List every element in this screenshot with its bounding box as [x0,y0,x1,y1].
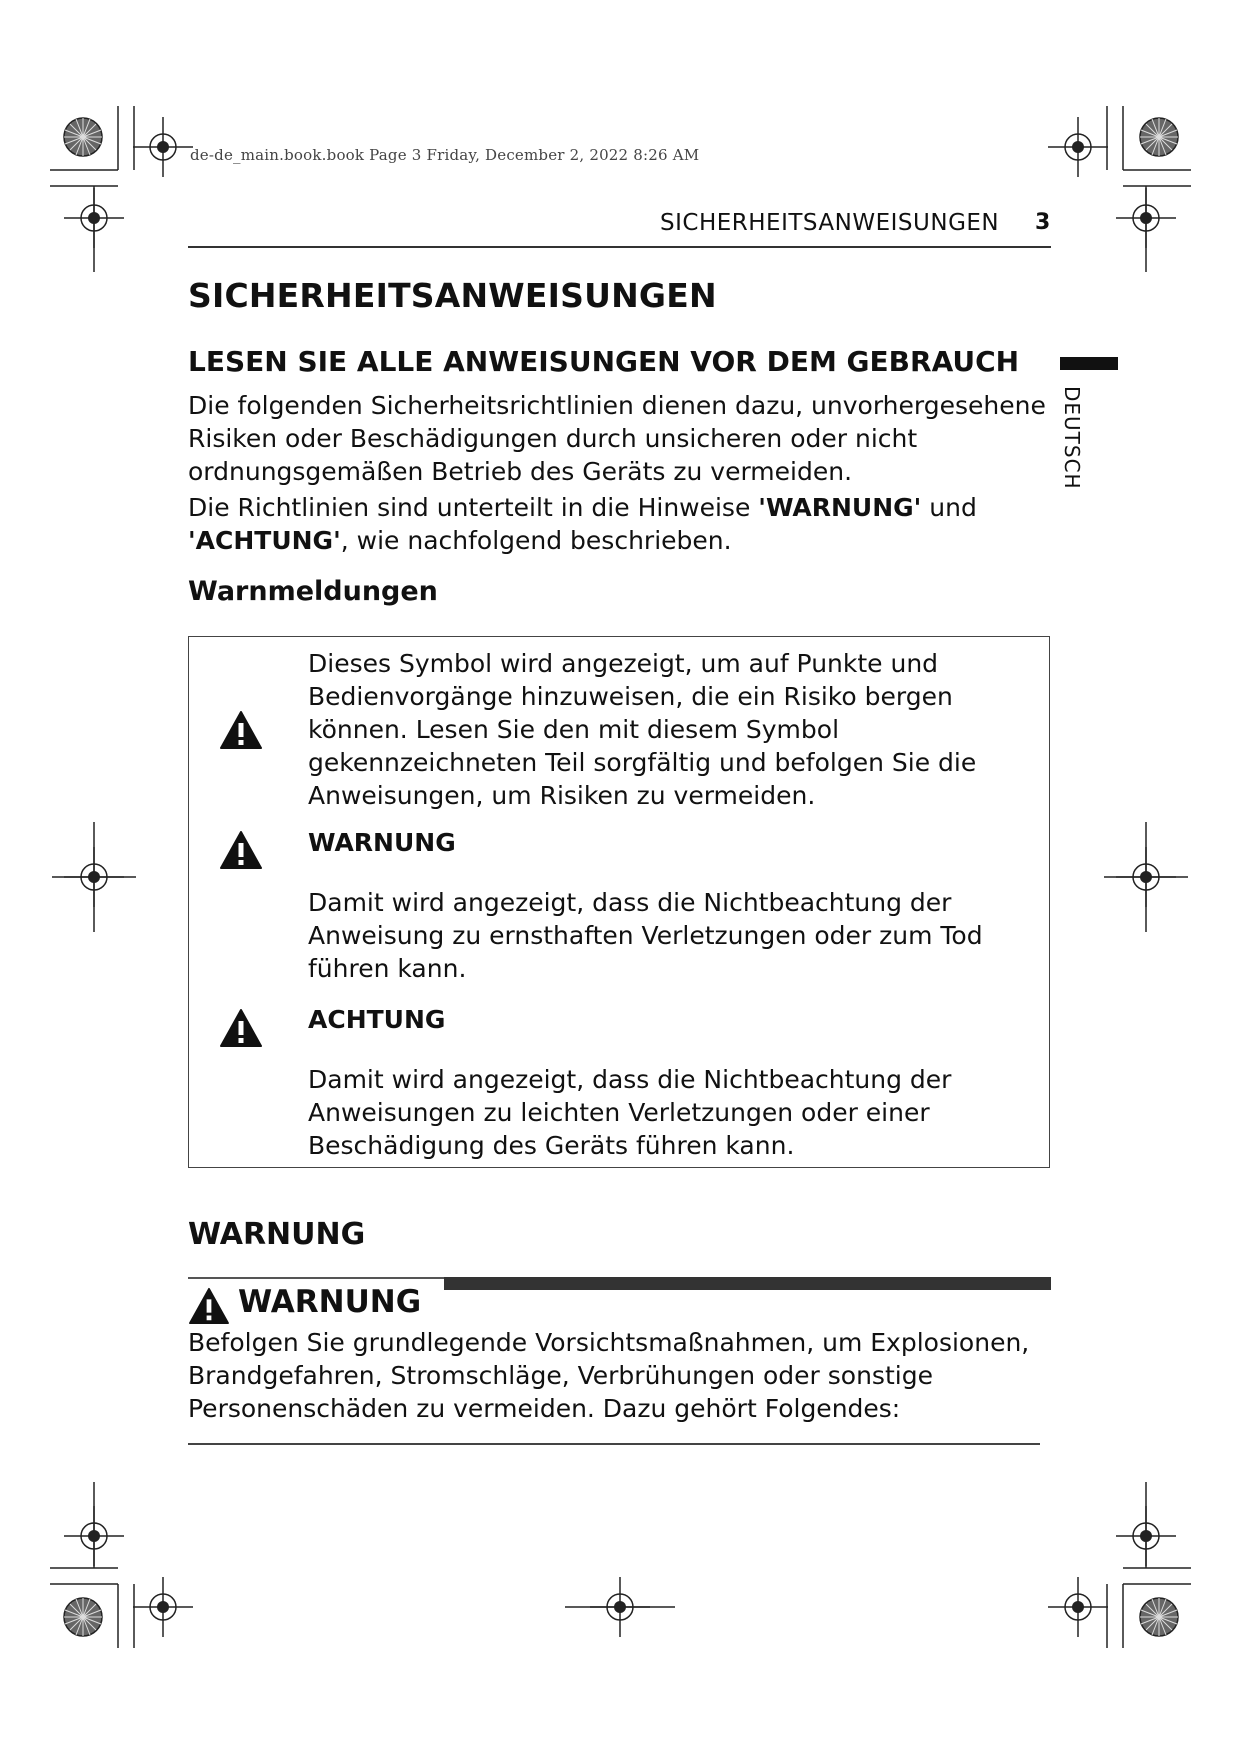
running-header-title: SICHERHEITSANWEISUNGEN [660,210,1000,236]
language-tab-bar [1060,357,1118,370]
achtung-description: Damit wird angezeigt, dass die Nichtbeachtung der Anweisungen zu leichten Verletzungen oder einer Beschädigung des Geräts führen kann. [308,1065,952,1160]
section-heading: LESEN SIE ALLE ANWEISUNGEN VOR DEM GEBRAUCH [188,345,1020,378]
warnung-body: Befolgen Sie grundlegende Vorsichtsmaßnahmen, um Explosionen, Brandgefahren, Stromschläge, Verbrühungen oder sonstige Personenschäden zu vermeiden. Dazu gehört Folgendes: [188,1328,1030,1423]
warnmeldungen-heading: Warnmeldungen [188,576,438,607]
symbol-description: Dieses Symbol wird angezeigt, um auf Punkte und Bedienvorgänge hinzuweisen, die ein Risiko bergen können. Lesen Sie den mit diesem Symbol gekennzeichneten Teil sorgfältig und befolgen Sie die Anweisungen, um Risiken zu vermeiden. [308,649,977,810]
warning-triangle-icon [219,830,263,870]
star-target-icon [1140,118,1178,156]
print-info: de-de_main.book.book Page 3 Friday, December 2, 2022 8:26 AM [190,146,700,164]
header-rule [188,246,1051,248]
section-end-rule [188,1443,1040,1445]
warnung-title: WARNUNG [308,828,456,857]
page-title: SICHERHEITSANWEISUNGEN [188,276,717,315]
warnung-term: 'WARNUNG' [758,493,922,522]
star-target-icon [64,118,102,156]
warnung-banner-rule [188,1277,444,1279]
star-target-icon [64,1598,102,1636]
caution-triangle-icon [219,1008,263,1048]
warning-triangle-icon [219,710,263,750]
registration-mark-icon [1048,1577,1108,1637]
registration-mark-icon [133,117,193,177]
intro-paragraph: Die folgenden Sicherheitsrichtlinien dienen dazu, unvorhergesehene Risiken oder Beschädigungen durch unsicheren oder nicht ordnungsgemäßen Betrieb des Geräts zu vermeiden. [188,391,1046,486]
warning-triangle-icon [188,1287,230,1325]
warnung-banner-bar [444,1277,1051,1290]
warnung-banner-label: WARNUNG [238,1284,422,1320]
registration-mark-icon [1048,117,1108,177]
warnung-description: Damit wird angezeigt, dass die Nichtbeachtung der Anweisung zu ernsthaften Verletzungen oder zum Tod führen kann. [308,888,983,983]
registration-mark-icon [133,1577,193,1637]
achtung-term: 'ACHTUNG' [188,526,341,555]
warnung-section-heading: WARNUNG [188,1217,366,1252]
star-target-icon [1140,1598,1178,1636]
intro-paragraph-2: Die Richtlinien sind unterteilt in die Hinweise 'WARNUNG' und 'ACHTUNG', wie nachfolgend beschrieben. [188,493,977,555]
achtung-title: ACHTUNG [308,1005,446,1034]
page-number: 3 [1035,210,1051,235]
language-tab-label: DEUTSCH [1060,386,1084,490]
